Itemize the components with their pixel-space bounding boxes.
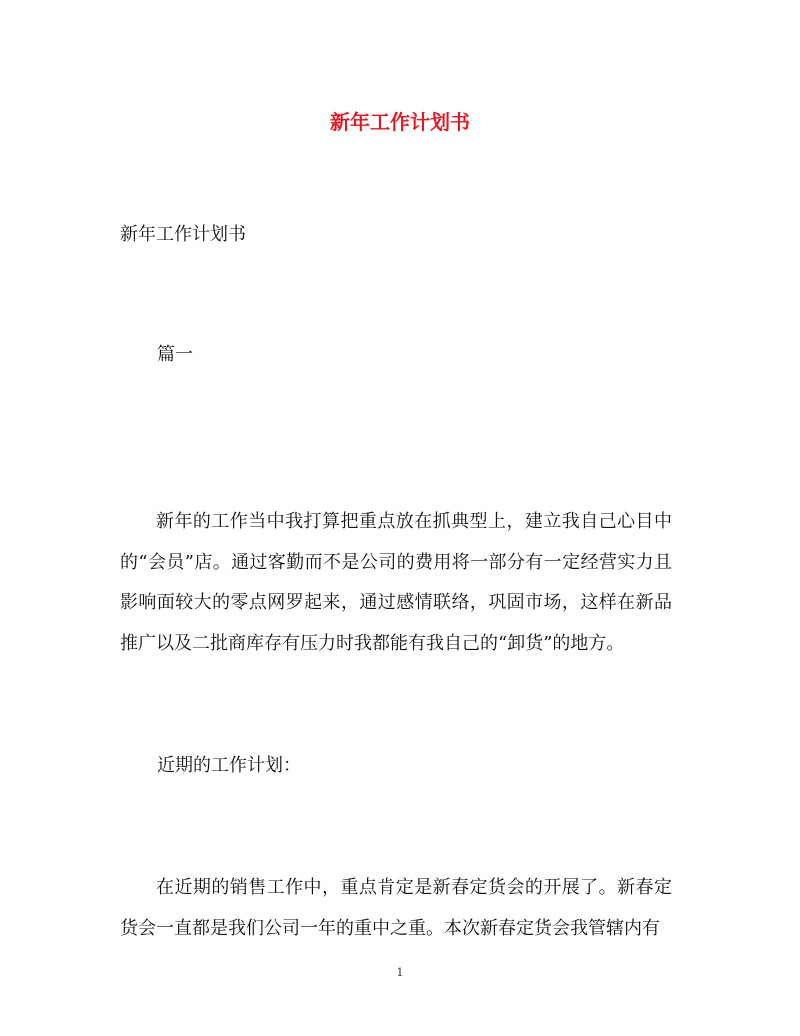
- section-label: 篇一: [157, 344, 193, 365]
- body-paragraph-1: 新年的工作当中我打算把重点放在抓典型上，建立我自己心目中的“会员”店。通过客勤而不是公司的费用将一部分有一定经营实力且影响面较大的零点网罗起来，通过感情联络，巩固市场，这样在新品推广以及二批商库存有压力时我都能有我自己的“卸货”的地方。: [120, 511, 672, 654]
- section-heading-near-term-plan: 近期的工作计划：: [157, 755, 301, 776]
- body-paragraph-2: 在近期的销售工作中，重点肯定是新春定货会的开展了。新春定货会一直都是我们公司一年的重中之重。本次新春定货会我管辖内有: [120, 877, 672, 939]
- document-title: 新年工作计划书: [330, 110, 470, 134]
- page-number: 1: [396, 966, 404, 979]
- document-subtitle: 新年工作计划书: [120, 224, 246, 245]
